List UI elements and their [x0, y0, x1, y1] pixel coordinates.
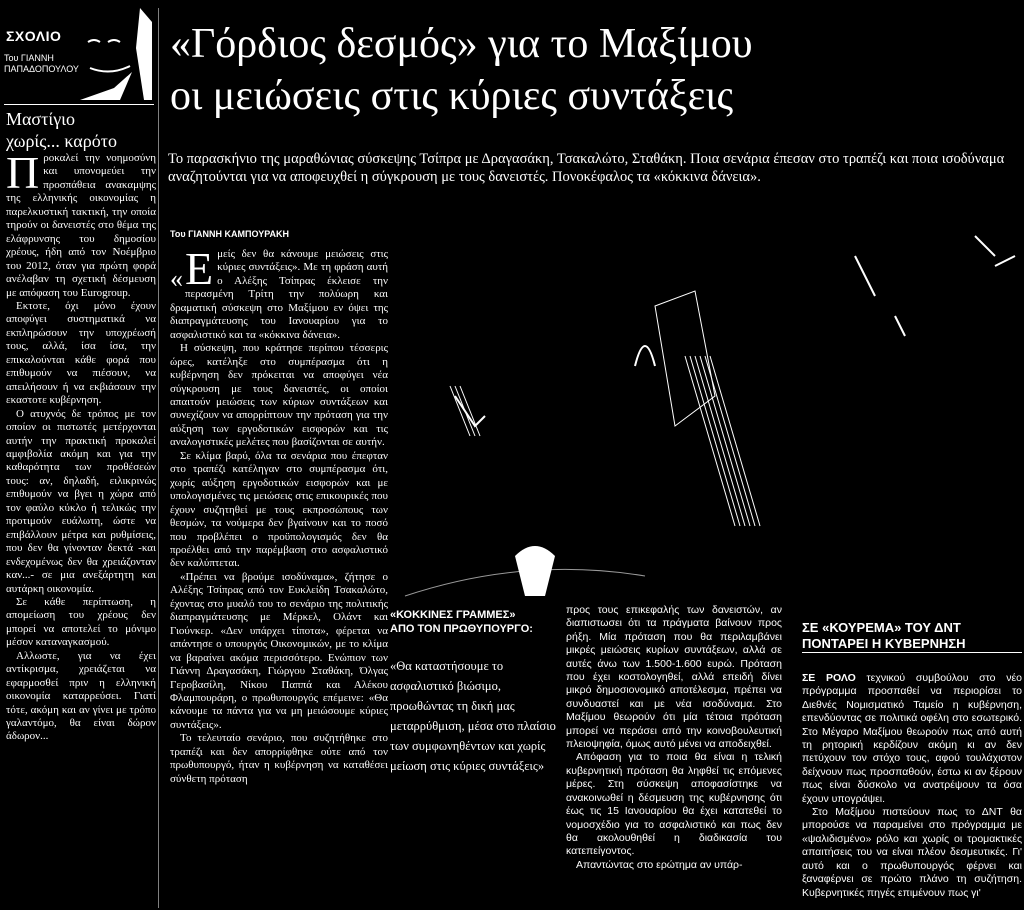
- pullquote-heading-line-2: ΑΠΟ ΤΟΝ ΠΡΩΘΥΠΟΥΡΓΟ:: [390, 623, 533, 635]
- article-photo: [395, 196, 1024, 616]
- commentary-paragraph: Σε κάθε περίπτωση, η απομείωση του χρέους δεν μπορεί να αποτελεί το μόνιμο μέσον καταναγκασμού.: [6, 595, 156, 649]
- author-line-1: Του ΓΙΑΝΝΗ: [4, 53, 54, 63]
- article-byline: Του ΓΙΑΝΝΗ ΚΑΜΠΟΥΡΑΚΗ: [170, 229, 290, 239]
- section-label: ΣΧΟΛΙΟ: [6, 28, 62, 44]
- pullquote-heading-line-1: «ΚΟΚΚΙΝΕΣ ΓΡΑΜΜΕΣ»: [390, 609, 516, 621]
- commentary-author: [4, 53, 79, 75]
- article-headline: [170, 18, 1020, 122]
- commentary-title-line-1: Μαστίγιο: [6, 109, 76, 129]
- side-story-lead: ΣΕ ΡΟΛΟ: [802, 672, 856, 684]
- article-paragraph: «Πρέπει να βρούμε ισοδύναμα», ζήτησε ο Αλέξης Τσίπρας από τον Ευκλείδη Τσακαλώτο, έχοντας στο μυαλό του το σενάριο της πολιτικής διαπραγμάτευσης με Μέρκελ, Ολάντ και Γιούνκερ. «Δεν υπάρχει τίποτα», φέρεται να απάντησε ο υπουργός Οικονομικών, με το κλίμα να βαραίνει ακόμα περισσότερο. Ενώπιον των Γιάννη Δραγασάκη, Γιώργου Σταθάκη, Όλγας Γεροβασίλη, Νίκου Παππά και Αλέκου Φλαμπουράρη, ο πρωθυπουργός επέμεινε: «Θα κάνουμε τα πάντα για να μη μειώσουμε κύριες συντάξεις».: [170, 570, 388, 731]
- commentary-title: [6, 108, 156, 152]
- headline-line-2: οι μειώσεις στις κύριες συντάξεις: [170, 73, 734, 119]
- side-story-heading-line-2: ΠΟΝΤΑΡΕΙ Η ΚΥΒΕΡΝΗΣΗ: [802, 636, 966, 651]
- side-story-body: [802, 672, 1022, 900]
- article-paragraph: Το τελευταίο σενάριο, που συζητήθηκε στο τραπέζι και δεν απορρίφθηκε ούτε από τον πρωθυπουργό, ήταν η κυβέρνηση να καταθέσει σύνθετη πρόταση: [170, 732, 388, 785]
- column-divider: [158, 8, 159, 908]
- pullquote-text: «Θα καταστήσουμε το ασφαλιστικό βιώσιμο, προωθώντας τη δική μας μεταρρύθμιση, μέσα στο πλαίσιο των συμφωνηθέντων και χωρίς μείωση στις κύριες συντάξεις»: [390, 659, 556, 773]
- article-continuation: [566, 604, 782, 872]
- article-paragraph: μείς δεν θα κάνουμε μειώσεις στις κύριες συντάξεις». Με τη φράση αυτή ο Αλέξης Τσίπρας έκλεισε την περασμένη Τρίτη την πολύωρη και δραματική σύσκεψη στο Μαξίμου εν όψει της διαπραγμάτευσης του Ιανουαρίου για το ασφαλιστικό και τα «κόκκινα δάνεια».: [170, 248, 388, 341]
- article-dropcap: Ε: [185, 243, 214, 294]
- side-story-heading-line-1: ΣΕ «ΚΟΥΡΕΜΑ» ΤΟΥ ΔΝΤ: [802, 620, 961, 635]
- continuation-paragraph: Απαντώντας στο ερώτημα αν υπάρ-: [576, 858, 743, 871]
- side-story-paragraph: τεχνικού συμβούλου στο νέο πρόγραμμα προσπαθεί να περιορίσει το Διεθνές Νομισματικό Ταμείο η κυβέρνηση, επενδύοντας σε πολιτικά οφέλη στο εσωτερικό. Στο Μέγαρο Μαξίμου θεωρούν πως από αυτή τη ρητορική κερδίζουν ακόμη κι αν δεν πετύχουν τον στόχο τους, αφού τουλάχιστον δείχνουν πως προσπαθούν, έστω κι αν ξέρουν πως είναι δύσκολο να ανατρέψουν τα όσα έχουν υπογράψει.: [802, 672, 1023, 805]
- commentary-paragraph: Ο ατυχνός δε τρόπος με τον οποίον οι πιστωτές μετέρχονται αυτήν την πρακτική προκαλεί αμφιβολία ακόμη και για την καθαρότητα των προθέσεών τους: αν, δηλαδή, ειλικρινώς επιθυμούν να βγει η χώρα από τον φαύλο κύκλο ή τελικώς την προτιμούν ευάλωτη, ώστε να επιβάλλουν μέτρα και ρυθμίσεις, που δεν θα γίνονταν δεκτά -και ενδεχομένως δεν θα χρειάζονταν καν...- σε μια ανεξάρτητη και αυτάρκη οικονομία.: [6, 407, 156, 595]
- side-story-heading: [802, 620, 1020, 652]
- pullquote-heading: [390, 608, 558, 636]
- opening-quote-mark: «: [170, 264, 183, 293]
- author-line-2: ΠΑΠΑΔΟΠΟΥΛΟΥ: [4, 64, 79, 74]
- article-paragraph: Η σύσκεψη, που κράτησε περίπου τέσσερις ώρες, κατέληξε στο συμπέρασμα ότι η κυβέρνηση δεν πρόκειται να αποφύγει νέα σύγκρουση με τους δανειστές, οι οποίοι απαιτούν μειώσεις των κύριων συντάξεων και συνεχίζουν να απορρίπτουν την πρόταση για την αύξηση των εργοδοτικών εισφορών και τις αναλογιστικές μελέτες που βασίζονται σε αυτήν.: [170, 342, 388, 449]
- continuation-paragraph: προς τους επικεφαλής των δανειστών, αν διαπιστωσει ότι τα πράγματα βαίνουν προς ρήξη. Μία πρόταση που θα περιλαμβάνει μικρές μειώσεις κυρίων συντάξεων, αλλά σε αυτές άνω των 1.500-1.600 ευρώ. Πρόταση που έχει κοστολογηθεί, αλλά επειδή δίνει μικρό δημοσιονομικό αποτέλεσμα, πρέπει να συνδυαστεί και με νέα ισοδύναμα. Στο Μαξίμου θεωρούν ότι μία τέτοια πρόταση μπορεί να περάσει από την κοινοβουλευτική πλειοψηφία, όμως αυτό μένει να αποδειχθεί.: [566, 604, 782, 751]
- side-story-paragraph: Στο Μαξίμου πιστεύουν πως το ΔΝΤ θα μπορούσε να παραμείνει στο πρόγραμμα με «ψαλιδισμένο» ρόλο και χωρίς οι τρομακτικές απαιτήσεις του να είναι πλέον δεσμευτικές. Γι' αυτό και ο πρωθυπουργός φέρνει και ξαναφέρνει σε πρώτο πλάνο τη συζήτηση. Κυβερνητικές πηγές επιμένουν πως γι': [802, 806, 1022, 899]
- commentary-dropcap: Π: [6, 147, 40, 198]
- commentary-paragraph: ροκαλεί την νοημοσύνη και υπονομεύει την προσπάθεια ανακαμψης της ελληνικής οικονομίας η παρελκυστική τακτική, την οποία τηρούν οι δανειστές στο θέμα της ελάφρυνσης του δημοσίου χρέους, ήδη από τον Νοέμβριο του 2012, όταν για πρώτη φορά ανέλαβαν τη σχετική δέσμευση με απόφαση του Eurogroup.: [6, 152, 156, 299]
- continuation-paragraph: Απόφαση για το ποια θα είναι η τελική κυβερνητική πρόταση θα ληφθεί τις επόμενες μέρες. Στη σύσκεψη αποφασίστηκε να ανακοινωθεί η δέσμευση της κυβέρνησης ότι έως τις 15 Ιανουαρίου θα έχει κατατεθεί το νομοσχέδιο για το ασφαλιστικό και πως δεν θα ακολουθηθεί η διαδικασία του κατεπείγοντος.: [566, 751, 782, 858]
- article-paragraph: Σε κλίμα βαρύ, όλα τα σενάρια που έπεφταν στο τραπέζι κατέληγαν στο συμπέρασμα ότι, χωρίς αύξηση εργοδοτικών εισφορών και με υπολογισμένες τις μειώσεις στις επικουρικές που έχουν συζητηθεί με τους εκπροσώπους των θεσμών, τα νούμερα δεν βγαίνουν και το ποσό που προβλέπει ο προϋπολογισμός δεν θα προέλθει από την παρέμβαση στο ασφαλιστικό δεν καλύπτεται.: [170, 449, 388, 570]
- commentary-paragraph: Εκτοτε, όχι μόνο έχουν αποφύγει συστηματικά να εκπληρώσουν την υποχρέωσή τους, αλλά, ίσα ίσα, την επικαλούνται κάθε φορά που επιθυμούν να πιέσουν, να απειλήσουν ή να εκβιάσουν την εκαστοτε κυβέρνηση.: [6, 299, 156, 407]
- commentary-rule: [4, 104, 154, 105]
- article-body: [170, 243, 388, 786]
- commentary-paragraph: Αλλωστε, για να έχει αντίκρισμα, χρειάζεται να εφαρμοσθεί πριν η ελληνική οικονομία καταρρεύσει. Γιατί τότε, ακόμη και αν γίνει με τρόπο γαλαντόμο, θα είναι δώρον άδωρον...: [6, 649, 156, 743]
- article-deck: Το παρασκήνιο της μαραθώνιας σύσκεψης Τσίπρα με Δραγασάκη, Τσακαλώτο, Σταθάκη. Ποια σενάρια έπεσαν στο τραπέζι και ποια ισοδύναμα αναζητούνται για να αποφευχθεί η σύγκρουση με τους δανειστές. Πονοκέφαλος τα «κόκκινα δάνεια».: [168, 151, 1005, 185]
- author-portrait: [80, 8, 152, 100]
- commentary-body: [6, 147, 156, 744]
- side-story-rule: [802, 652, 1022, 653]
- commentary-title-line-2: χωρίς... καρότο: [6, 131, 117, 151]
- headline-line-1: «Γόρδιος δεσμός» για το Μαξίμου: [170, 21, 753, 67]
